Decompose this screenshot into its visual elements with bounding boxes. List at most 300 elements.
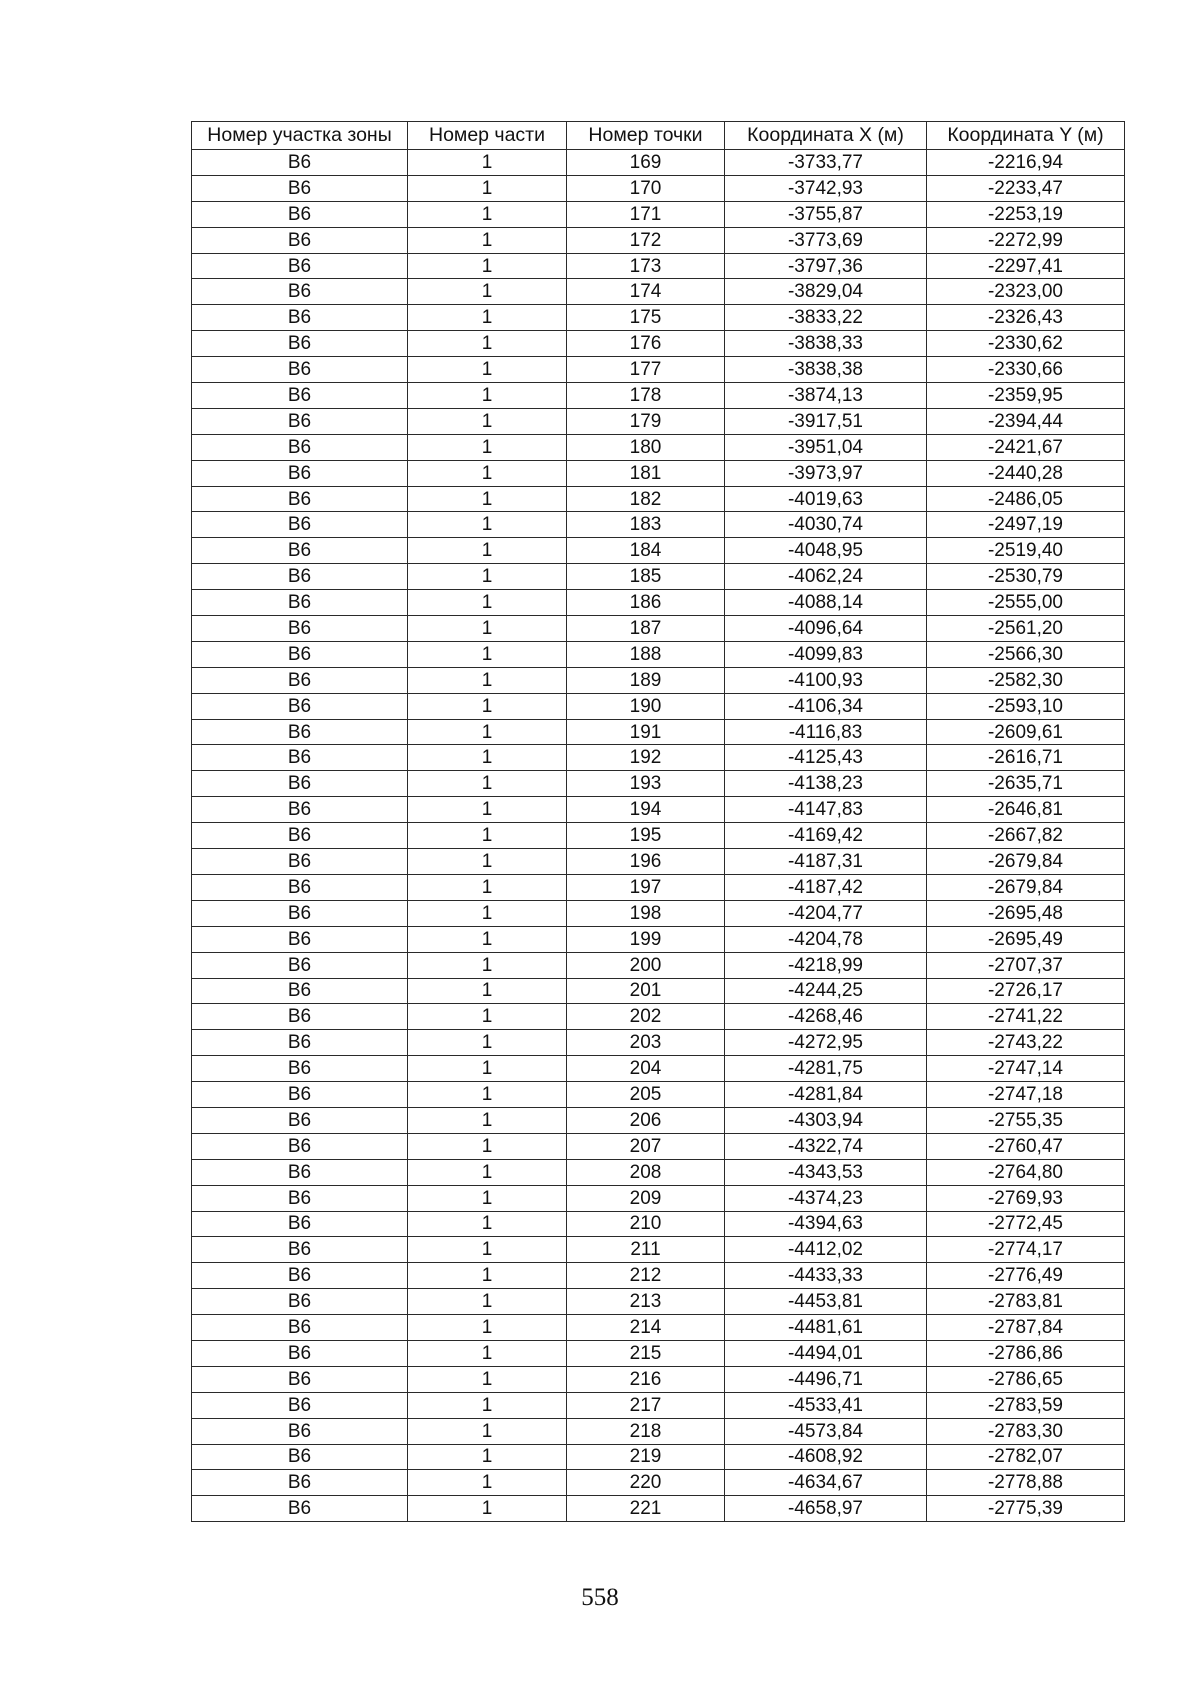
coordinate-y-cell: -2272,99 <box>927 227 1125 253</box>
coordinate-x-cell: -4412,02 <box>725 1237 927 1263</box>
coordinate-x-cell: -4494,01 <box>725 1340 927 1366</box>
coordinate-x-cell: -4019,63 <box>725 486 927 512</box>
table-row <box>192 719 1125 745</box>
zone-section-cell: В6 <box>192 1237 408 1263</box>
point-number-cell: 194 <box>567 797 725 823</box>
zone-section-cell: В6 <box>192 460 408 486</box>
point-number-cell: 192 <box>567 745 725 771</box>
table-row <box>192 408 1125 434</box>
point-number-cell: 215 <box>567 1340 725 1366</box>
zone-section-cell: В6 <box>192 745 408 771</box>
coordinate-x-cell: -4533,41 <box>725 1392 927 1418</box>
coordinate-y-cell: -2616,71 <box>927 745 1125 771</box>
table-row <box>192 486 1125 512</box>
coordinate-x-cell: -4272,95 <box>725 1030 927 1056</box>
zone-section-cell: В6 <box>192 1056 408 1082</box>
part-number-cell: 1 <box>408 1082 567 1108</box>
part-number-cell: 1 <box>408 1263 567 1289</box>
coordinate-x-cell: -4573,84 <box>725 1418 927 1444</box>
zone-section-cell: В6 <box>192 797 408 823</box>
coordinate-x-cell: -4116,83 <box>725 719 927 745</box>
part-number-cell: 1 <box>408 874 567 900</box>
coordinate-y-cell: -2695,49 <box>927 926 1125 952</box>
part-number-cell: 1 <box>408 926 567 952</box>
coordinate-y-cell: -2776,49 <box>927 1263 1125 1289</box>
table-row <box>192 1444 1125 1470</box>
point-number-cell: 214 <box>567 1315 725 1341</box>
point-number-cell: 181 <box>567 460 725 486</box>
coordinate-x-cell: -4048,95 <box>725 538 927 564</box>
point-number-cell: 200 <box>567 952 725 978</box>
point-number-cell: 172 <box>567 227 725 253</box>
coordinate-x-cell: -4147,83 <box>725 797 927 823</box>
part-number-cell: 1 <box>408 616 567 642</box>
coordinate-x-cell: -3829,04 <box>725 279 927 305</box>
zone-section-cell: В6 <box>192 1392 408 1418</box>
zone-section-cell: В6 <box>192 150 408 176</box>
coordinate-y-cell: -2667,82 <box>927 823 1125 849</box>
coordinate-x-cell: -4204,78 <box>725 926 927 952</box>
coordinate-x-cell: -4496,71 <box>725 1366 927 1392</box>
zone-section-cell: В6 <box>192 1263 408 1289</box>
table-row <box>192 564 1125 590</box>
table-row <box>192 1133 1125 1159</box>
coordinate-x-cell: -3833,22 <box>725 305 927 331</box>
coordinate-y-cell: -2778,88 <box>927 1470 1125 1496</box>
coordinate-y-cell: -2440,28 <box>927 460 1125 486</box>
point-number-cell: 175 <box>567 305 725 331</box>
point-number-cell: 219 <box>567 1444 725 1470</box>
point-number-cell: 193 <box>567 771 725 797</box>
table-row <box>192 849 1125 875</box>
zone-section-cell: В6 <box>192 1082 408 1108</box>
coordinate-y-cell: -2497,19 <box>927 512 1125 538</box>
part-number-cell: 1 <box>408 486 567 512</box>
coordinate-y-cell: -2783,30 <box>927 1418 1125 1444</box>
table-row <box>192 771 1125 797</box>
part-number-cell: 1 <box>408 175 567 201</box>
part-number-cell: 1 <box>408 201 567 227</box>
part-number-cell: 1 <box>408 900 567 926</box>
table-row <box>192 797 1125 823</box>
point-number-cell: 208 <box>567 1159 725 1185</box>
coordinate-x-cell: -4138,23 <box>725 771 927 797</box>
coordinate-x-cell: -3797,36 <box>725 253 927 279</box>
coordinate-y-cell: -2782,07 <box>927 1444 1125 1470</box>
part-number-cell: 1 <box>408 1237 567 1263</box>
zone-section-cell: В6 <box>192 1315 408 1341</box>
coordinate-x-cell: -4481,61 <box>725 1315 927 1341</box>
coordinate-y-cell: -2582,30 <box>927 667 1125 693</box>
point-number-cell: 180 <box>567 434 725 460</box>
part-number-cell: 1 <box>408 1159 567 1185</box>
point-number-cell: 190 <box>567 693 725 719</box>
part-number-cell: 1 <box>408 538 567 564</box>
table-row <box>192 1185 1125 1211</box>
table-row <box>192 1366 1125 1392</box>
table-row <box>192 331 1125 357</box>
zone-section-cell: В6 <box>192 693 408 719</box>
point-number-cell: 212 <box>567 1263 725 1289</box>
part-number-cell: 1 <box>408 797 567 823</box>
point-number-cell: 185 <box>567 564 725 590</box>
coordinate-y-cell: -2233,47 <box>927 175 1125 201</box>
part-number-cell: 1 <box>408 279 567 305</box>
part-number-cell: 1 <box>408 1392 567 1418</box>
coordinate-x-cell: -3973,97 <box>725 460 927 486</box>
point-number-cell: 177 <box>567 357 725 383</box>
table-row <box>192 900 1125 926</box>
part-number-cell: 1 <box>408 1496 567 1522</box>
zone-section-cell: В6 <box>192 978 408 1004</box>
part-number-cell: 1 <box>408 1030 567 1056</box>
coordinate-x-cell: -4096,64 <box>725 616 927 642</box>
table-row <box>192 175 1125 201</box>
table-row <box>192 1056 1125 1082</box>
table-row <box>192 434 1125 460</box>
point-number-cell: 198 <box>567 900 725 926</box>
part-number-cell: 1 <box>408 745 567 771</box>
zone-section-cell: В6 <box>192 1470 408 1496</box>
coordinate-x-cell: -4244,25 <box>725 978 927 1004</box>
part-number-cell: 1 <box>408 771 567 797</box>
coordinate-y-cell: -2755,35 <box>927 1107 1125 1133</box>
point-number-cell: 186 <box>567 590 725 616</box>
coordinate-y-cell: -2646,81 <box>927 797 1125 823</box>
part-number-cell: 1 <box>408 719 567 745</box>
part-number-cell: 1 <box>408 952 567 978</box>
coordinate-y-cell: -2747,14 <box>927 1056 1125 1082</box>
part-number-cell: 1 <box>408 1211 567 1237</box>
coordinate-x-cell: -4394,63 <box>725 1211 927 1237</box>
zone-section-cell: В6 <box>192 331 408 357</box>
coordinate-x-cell: -3874,13 <box>725 383 927 409</box>
coordinate-x-cell: -3755,87 <box>725 201 927 227</box>
point-number-cell: 216 <box>567 1366 725 1392</box>
point-number-cell: 169 <box>567 150 725 176</box>
coordinate-x-cell: -4268,46 <box>725 1004 927 1030</box>
coordinate-y-cell: -2297,41 <box>927 253 1125 279</box>
part-number-cell: 1 <box>408 357 567 383</box>
part-number-cell: 1 <box>408 512 567 538</box>
zone-section-cell: В6 <box>192 175 408 201</box>
table-row <box>192 253 1125 279</box>
table-row <box>192 1030 1125 1056</box>
coordinate-x-cell: -4281,84 <box>725 1082 927 1108</box>
zone-section-cell: В6 <box>192 849 408 875</box>
zone-section-cell: В6 <box>192 1289 408 1315</box>
point-number-cell: 209 <box>567 1185 725 1211</box>
part-number-cell: 1 <box>408 150 567 176</box>
zone-section-cell: В6 <box>192 1004 408 1030</box>
coordinate-x-cell: -4433,33 <box>725 1263 927 1289</box>
coordinate-x-cell: -4608,92 <box>725 1444 927 1470</box>
part-number-cell: 1 <box>408 564 567 590</box>
zone-section-cell: В6 <box>192 1366 408 1392</box>
table-row <box>192 823 1125 849</box>
table-row <box>192 1107 1125 1133</box>
coordinate-y-cell: -2741,22 <box>927 1004 1125 1030</box>
coordinate-x-cell: -3951,04 <box>725 434 927 460</box>
coordinate-x-cell: -3742,93 <box>725 175 927 201</box>
table-row <box>192 201 1125 227</box>
table-row <box>192 305 1125 331</box>
coordinate-y-cell: -2695,48 <box>927 900 1125 926</box>
zone-section-cell: В6 <box>192 1211 408 1237</box>
point-number-cell: 206 <box>567 1107 725 1133</box>
point-number-cell: 170 <box>567 175 725 201</box>
coordinate-x-cell: -4374,23 <box>725 1185 927 1211</box>
point-number-cell: 188 <box>567 641 725 667</box>
point-number-cell: 179 <box>567 408 725 434</box>
coordinate-x-cell: -4125,43 <box>725 745 927 771</box>
point-number-cell: 171 <box>567 201 725 227</box>
coordinate-x-cell: -4281,75 <box>725 1056 927 1082</box>
part-number-cell: 1 <box>408 383 567 409</box>
coordinate-x-cell: -4322,74 <box>725 1133 927 1159</box>
table-row <box>192 1496 1125 1522</box>
part-number-cell: 1 <box>408 1470 567 1496</box>
zone-section-cell: В6 <box>192 1418 408 1444</box>
table-row <box>192 460 1125 486</box>
zone-section-cell: В6 <box>192 719 408 745</box>
part-number-cell: 1 <box>408 460 567 486</box>
coordinate-x-cell: -4088,14 <box>725 590 927 616</box>
coordinate-x-cell: -4218,99 <box>725 952 927 978</box>
coordinate-y-cell: -2760,47 <box>927 1133 1125 1159</box>
point-number-cell: 220 <box>567 1470 725 1496</box>
coordinate-x-cell: -4303,94 <box>725 1107 927 1133</box>
part-number-cell: 1 <box>408 1444 567 1470</box>
coordinate-y-cell: -2555,00 <box>927 590 1125 616</box>
zone-section-cell: В6 <box>192 1444 408 1470</box>
zone-section-cell: В6 <box>192 1107 408 1133</box>
table-row <box>192 1237 1125 1263</box>
point-number-cell: 213 <box>567 1289 725 1315</box>
point-number-cell: 174 <box>567 279 725 305</box>
zone-section-cell: В6 <box>192 408 408 434</box>
coordinate-y-cell: -2216,94 <box>927 150 1125 176</box>
coordinate-x-cell: -4030,74 <box>725 512 927 538</box>
coordinate-y-cell: -2253,19 <box>927 201 1125 227</box>
point-number-cell: 187 <box>567 616 725 642</box>
header-row <box>192 122 1125 150</box>
point-number-cell: 201 <box>567 978 725 1004</box>
point-number-cell: 202 <box>567 1004 725 1030</box>
zone-section-cell: В6 <box>192 926 408 952</box>
coordinate-y-cell: -2787,84 <box>927 1315 1125 1341</box>
zone-section-cell: В6 <box>192 1030 408 1056</box>
coordinate-y-cell: -2394,44 <box>927 408 1125 434</box>
table-row <box>192 357 1125 383</box>
header-point-number: Номер точки <box>567 122 725 150</box>
point-number-cell: 182 <box>567 486 725 512</box>
table-row <box>192 1004 1125 1030</box>
part-number-cell: 1 <box>408 849 567 875</box>
zone-section-cell: В6 <box>192 590 408 616</box>
coordinate-y-cell: -2774,17 <box>927 1237 1125 1263</box>
coordinate-y-cell: -2323,00 <box>927 279 1125 305</box>
part-number-cell: 1 <box>408 1107 567 1133</box>
table-row <box>192 693 1125 719</box>
coordinate-y-cell: -2326,43 <box>927 305 1125 331</box>
table-row <box>192 1315 1125 1341</box>
part-number-cell: 1 <box>408 408 567 434</box>
part-number-cell: 1 <box>408 641 567 667</box>
zone-section-cell: В6 <box>192 305 408 331</box>
table-row <box>192 874 1125 900</box>
zone-section-cell: В6 <box>192 1340 408 1366</box>
table-row <box>192 150 1125 176</box>
table-row <box>192 745 1125 771</box>
point-number-cell: 205 <box>567 1082 725 1108</box>
coordinate-y-cell: -2679,84 <box>927 874 1125 900</box>
coordinate-y-cell: -2743,22 <box>927 1030 1125 1056</box>
coordinate-x-cell: -3838,33 <box>725 331 927 357</box>
zone-section-cell: В6 <box>192 486 408 512</box>
table-row <box>192 279 1125 305</box>
coordinate-x-cell: -4187,42 <box>725 874 927 900</box>
table-row <box>192 616 1125 642</box>
part-number-cell: 1 <box>408 667 567 693</box>
coordinate-y-cell: -2566,30 <box>927 641 1125 667</box>
zone-section-cell: В6 <box>192 1496 408 1522</box>
zone-section-cell: В6 <box>192 279 408 305</box>
coordinate-y-cell: -2561,20 <box>927 616 1125 642</box>
coordinate-y-cell: -2769,93 <box>927 1185 1125 1211</box>
zone-section-cell: В6 <box>192 253 408 279</box>
zone-section-cell: В6 <box>192 952 408 978</box>
table-row <box>192 590 1125 616</box>
table-row <box>192 926 1125 952</box>
point-number-cell: 183 <box>567 512 725 538</box>
coordinate-y-cell: -2330,62 <box>927 331 1125 357</box>
table-row <box>192 1263 1125 1289</box>
point-number-cell: 196 <box>567 849 725 875</box>
zone-section-cell: В6 <box>192 512 408 538</box>
table-row <box>192 1470 1125 1496</box>
part-number-cell: 1 <box>408 434 567 460</box>
part-number-cell: 1 <box>408 1366 567 1392</box>
coordinate-y-cell: -2635,71 <box>927 771 1125 797</box>
point-number-cell: 218 <box>567 1418 725 1444</box>
zone-section-cell: В6 <box>192 823 408 849</box>
coordinate-y-cell: -2707,37 <box>927 952 1125 978</box>
table-row <box>192 952 1125 978</box>
coordinate-y-cell: -2783,59 <box>927 1392 1125 1418</box>
coordinate-y-cell: -2764,80 <box>927 1159 1125 1185</box>
point-number-cell: 211 <box>567 1237 725 1263</box>
point-number-cell: 197 <box>567 874 725 900</box>
point-number-cell: 189 <box>567 667 725 693</box>
table-body <box>192 150 1125 1522</box>
table-row <box>192 1289 1125 1315</box>
table-row <box>192 538 1125 564</box>
table-row <box>192 1082 1125 1108</box>
point-number-cell: 184 <box>567 538 725 564</box>
coordinate-x-cell: -4100,93 <box>725 667 927 693</box>
point-number-cell: 204 <box>567 1056 725 1082</box>
coordinate-y-cell: -2359,95 <box>927 383 1125 409</box>
coordinate-x-cell: -4106,34 <box>725 693 927 719</box>
point-number-cell: 203 <box>567 1030 725 1056</box>
header-part-number: Номер части <box>408 122 567 150</box>
table-header <box>192 122 1125 150</box>
zone-section-cell: В6 <box>192 1133 408 1159</box>
coordinate-x-cell: -3773,69 <box>725 227 927 253</box>
coordinate-x-cell: -3733,77 <box>725 150 927 176</box>
table-row <box>192 227 1125 253</box>
coordinate-y-cell: -2421,67 <box>927 434 1125 460</box>
header-coordinate-x: Координата X (м) <box>725 122 927 150</box>
part-number-cell: 1 <box>408 978 567 1004</box>
zone-section-cell: В6 <box>192 874 408 900</box>
coordinate-y-cell: -2530,79 <box>927 564 1125 590</box>
table-row <box>192 383 1125 409</box>
coordinate-y-cell: -2783,81 <box>927 1289 1125 1315</box>
coordinate-y-cell: -2330,66 <box>927 357 1125 383</box>
part-number-cell: 1 <box>408 1004 567 1030</box>
page-number: 558 <box>581 1584 619 1611</box>
table-row <box>192 1211 1125 1237</box>
coordinate-x-cell: -4187,31 <box>725 849 927 875</box>
table-row <box>192 978 1125 1004</box>
part-number-cell: 1 <box>408 1056 567 1082</box>
part-number-cell: 1 <box>408 590 567 616</box>
part-number-cell: 1 <box>408 693 567 719</box>
coordinate-x-cell: -3917,51 <box>725 408 927 434</box>
coordinate-x-cell: -3838,38 <box>725 357 927 383</box>
table-row <box>192 1418 1125 1444</box>
zone-section-cell: В6 <box>192 667 408 693</box>
coordinate-y-cell: -2593,10 <box>927 693 1125 719</box>
coordinate-y-cell: -2679,84 <box>927 849 1125 875</box>
coordinate-y-cell: -2775,39 <box>927 1496 1125 1522</box>
point-number-cell: 217 <box>567 1392 725 1418</box>
point-number-cell: 221 <box>567 1496 725 1522</box>
table-row <box>192 1159 1125 1185</box>
point-number-cell: 210 <box>567 1211 725 1237</box>
coordinate-y-cell: -2486,05 <box>927 486 1125 512</box>
part-number-cell: 1 <box>408 1185 567 1211</box>
coordinates-table <box>191 121 1125 1522</box>
table-row <box>192 641 1125 667</box>
zone-section-cell: В6 <box>192 641 408 667</box>
part-number-cell: 1 <box>408 1133 567 1159</box>
coordinate-y-cell: -2772,45 <box>927 1211 1125 1237</box>
point-number-cell: 178 <box>567 383 725 409</box>
table-row <box>192 512 1125 538</box>
zone-section-cell: В6 <box>192 201 408 227</box>
point-number-cell: 199 <box>567 926 725 952</box>
zone-section-cell: В6 <box>192 538 408 564</box>
header-coordinate-y: Координата Y (м) <box>927 122 1125 150</box>
zone-section-cell: В6 <box>192 771 408 797</box>
coordinate-y-cell: -2786,65 <box>927 1366 1125 1392</box>
part-number-cell: 1 <box>408 1315 567 1341</box>
zone-section-cell: В6 <box>192 616 408 642</box>
coordinate-y-cell: -2786,86 <box>927 1340 1125 1366</box>
table-row <box>192 667 1125 693</box>
part-number-cell: 1 <box>408 1289 567 1315</box>
zone-section-cell: В6 <box>192 383 408 409</box>
zone-section-cell: В6 <box>192 900 408 926</box>
point-number-cell: 195 <box>567 823 725 849</box>
table-row <box>192 1392 1125 1418</box>
coordinate-x-cell: -4658,97 <box>725 1496 927 1522</box>
point-number-cell: 173 <box>567 253 725 279</box>
coordinate-y-cell: -2747,18 <box>927 1082 1125 1108</box>
